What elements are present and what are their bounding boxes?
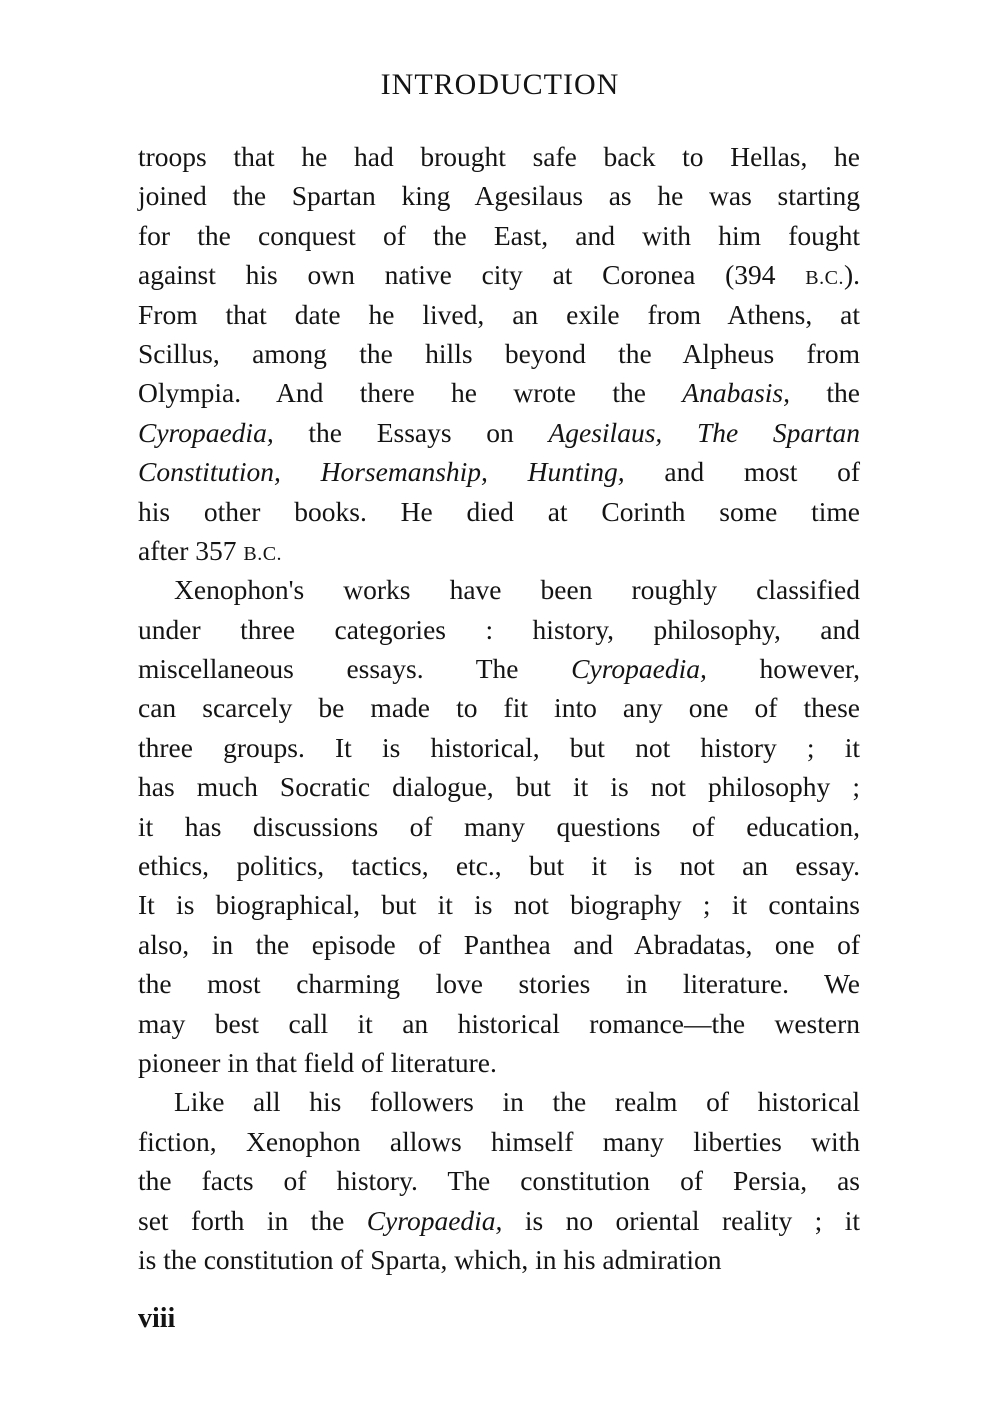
- text-line: [138, 255, 860, 294]
- text-line: [138, 334, 860, 373]
- text-line: [138, 807, 860, 846]
- text-line: [138, 216, 860, 255]
- era-abbreviation: B.C.: [243, 542, 283, 565]
- text-run: against his own native city at Coronea (394: [138, 259, 806, 291]
- paragraph: [138, 137, 860, 570]
- text-line: [138, 373, 860, 412]
- text-line: [138, 767, 860, 806]
- text-run: pioneer in that field of literature.: [138, 1046, 497, 1078]
- body-text: [138, 137, 860, 1279]
- text-line: [138, 531, 860, 570]
- text-line: [138, 137, 860, 176]
- text-line: [138, 1082, 860, 1121]
- text-run: it has discussions of many questions of education,: [138, 810, 860, 842]
- text-run: can scarcely be made to fit into any one of these: [138, 692, 860, 724]
- text-line: [138, 728, 860, 767]
- text-run: joined the Spartan king Agesilaus as he was starting: [138, 180, 860, 212]
- text-run: three groups. It is historical, but not history ; it: [138, 731, 860, 763]
- paragraph: [138, 570, 860, 1082]
- text-line: [138, 964, 860, 1003]
- italic-title: Cyropaedia,: [138, 416, 274, 448]
- italic-title: Cyropaedia,: [571, 653, 707, 685]
- running-head-title: INTRODUCTION: [380, 68, 620, 101]
- text-run: set forth in the: [138, 1204, 367, 1236]
- text-line: [138, 649, 860, 688]
- text-line: [138, 688, 860, 727]
- text-run: may best call it an historical romance—the western: [138, 1007, 860, 1039]
- italic-title: Cyropaedia,: [366, 1204, 503, 1236]
- text-line: [138, 1043, 860, 1082]
- text-run: Olympia. And there he wrote the: [138, 377, 683, 409]
- text-run: ).: [843, 259, 860, 291]
- text-line: [138, 413, 860, 452]
- text-run: Scillus, among the hills beyond the Alpheus from: [138, 337, 860, 369]
- italic-title: Anabasis,: [682, 377, 791, 409]
- text-run: and most of: [624, 456, 860, 488]
- text-line: [138, 885, 860, 924]
- text-line: [138, 1122, 860, 1161]
- text-line: [138, 1161, 860, 1200]
- text-run: miscellaneous essays. The: [138, 653, 572, 685]
- text-line: [138, 452, 860, 491]
- text-run: the most charming love stories in literature. We: [138, 968, 860, 1000]
- text-line: [138, 176, 860, 215]
- text-line: [138, 925, 860, 964]
- text-run: under three categories : history, philosophy, and: [138, 613, 860, 645]
- text-line: [138, 1004, 860, 1043]
- text-run: however,: [706, 653, 860, 685]
- text-run: Like all his followers in the realm of historical: [174, 1086, 860, 1118]
- text-run: the facts of history. The constitution of Persia, as: [138, 1165, 860, 1197]
- text-line: [138, 610, 860, 649]
- text-run: From that date he lived, an exile from Athens, at: [138, 298, 860, 330]
- text-line: [138, 570, 860, 609]
- text-line: [138, 1201, 860, 1240]
- text-run: troops that he had brought safe back to Hellas, he: [138, 141, 860, 172]
- era-abbreviation: B.C.: [805, 267, 844, 290]
- text-run: It is biographical, but it is not biography ; it contains: [138, 889, 860, 921]
- text-run: ethics, politics, tactics, etc., but it is not an essay.: [138, 850, 860, 882]
- text-run: also, in the episode of Panthea and Abradatas, one of: [138, 928, 860, 960]
- text-run: the Essays on: [273, 416, 549, 448]
- paragraph: [138, 1082, 860, 1279]
- text-run: after 357: [138, 534, 244, 566]
- text-run: for the conquest of the East, and with him fought: [138, 219, 860, 251]
- text-run: Xenophon's works have been roughly classified: [174, 574, 860, 606]
- text-line: [138, 492, 860, 531]
- text-run: his other books. He died at Corinth some time: [138, 495, 860, 527]
- text-run: is no oriental reality ; it: [502, 1204, 860, 1236]
- text-line: [138, 846, 860, 885]
- italic-title: Constitution, Horsemanship, Hunting,: [138, 456, 625, 488]
- page-number: viii: [138, 1303, 176, 1334]
- text-run: the: [790, 377, 860, 409]
- text-line: [138, 1240, 860, 1279]
- text-line: [138, 295, 860, 334]
- text-run: is the constitution of Sparta, which, in his admiration: [138, 1243, 722, 1275]
- italic-title: Agesilaus, The Spartan: [548, 416, 860, 448]
- text-run: has much Socratic dialogue, but it is not philosophy ;: [138, 771, 860, 803]
- text-run: fiction, Xenophon allows himself many liberties with: [138, 1125, 860, 1157]
